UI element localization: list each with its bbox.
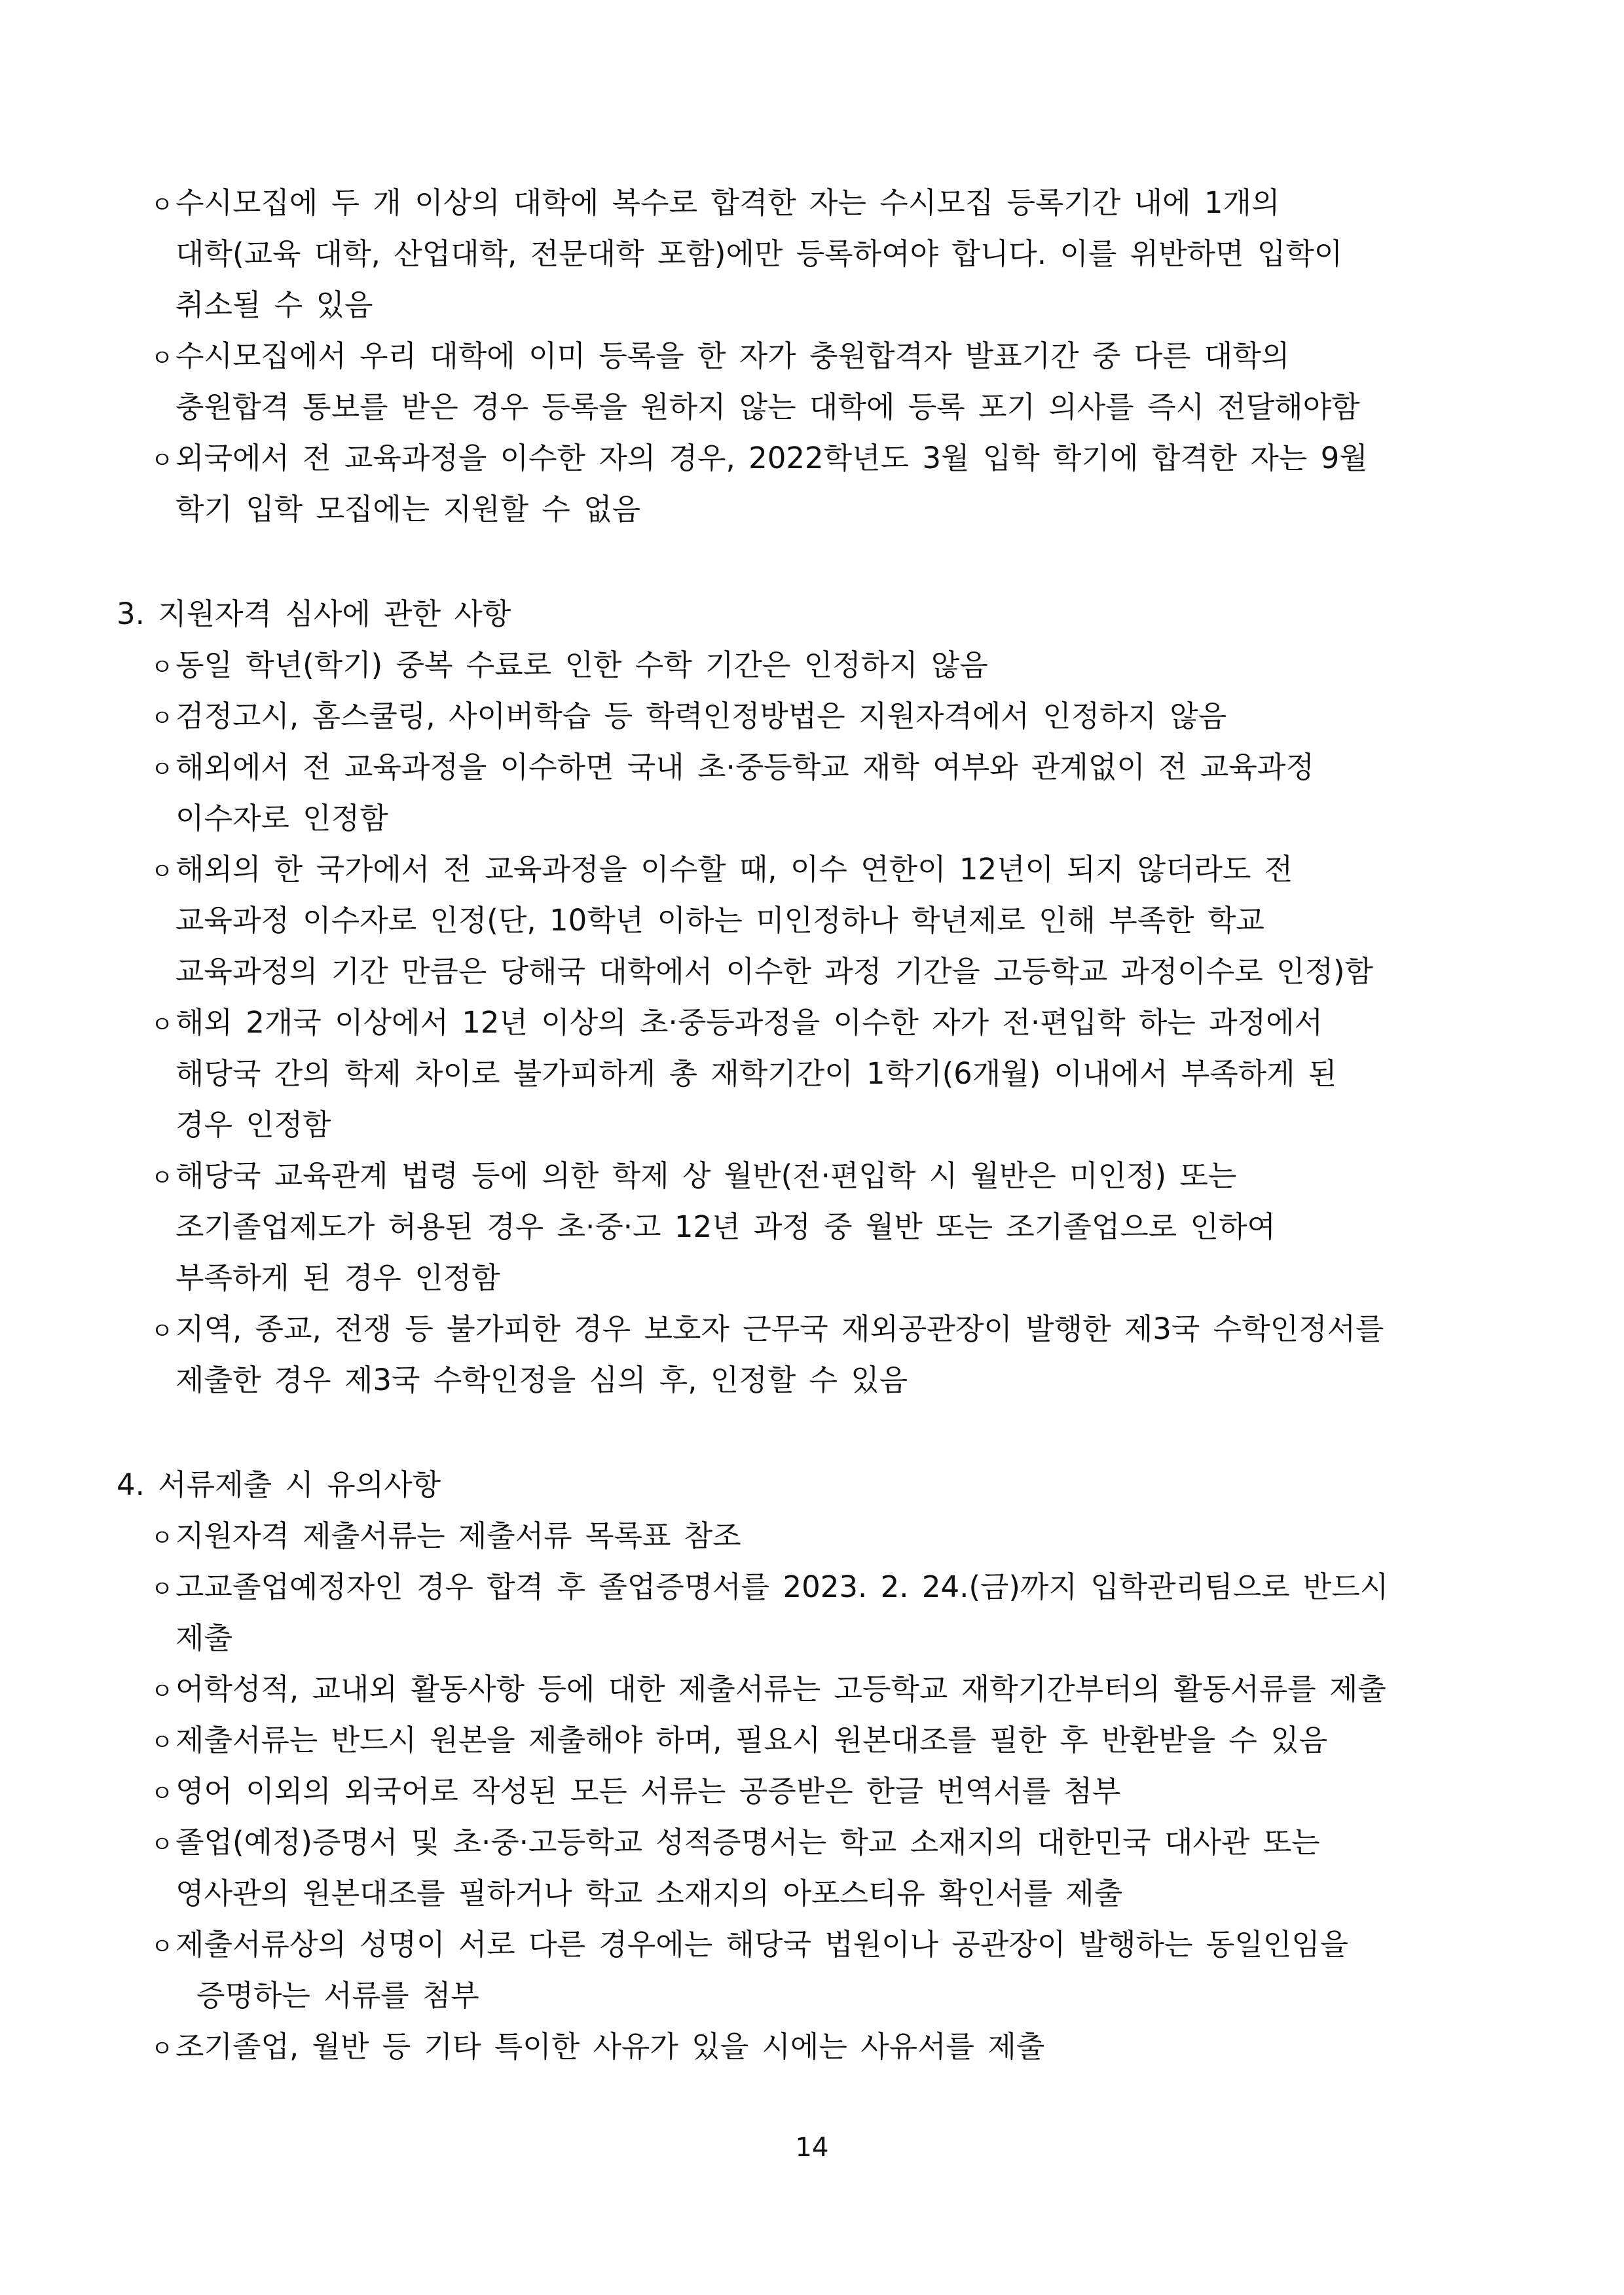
list-item: [151, 1772, 1120, 1814]
list-item-continuation: 충원합격 통보를 받은 경우 등록을 원하지 않는 대학에 등록 포기 의사를 즉시 전달해야함: [175, 390, 1360, 424]
page-number: 14: [795, 2133, 829, 2163]
bullet-icon: ㅇ: [151, 1525, 174, 1552]
list-item-text: 제출서류는 반드시 원본을 제출해야 하며, 필요시 원본대조를 필한 후 반환받을 수 있음: [175, 1723, 1328, 1757]
bullet-icon: ㅇ: [151, 1678, 174, 1705]
list-item: [151, 748, 1314, 790]
list-item: [151, 1823, 1320, 1865]
bullet-icon: ㅇ: [151, 654, 174, 681]
bullet-icon: ㅇ: [151, 345, 174, 372]
list-item-continuation: 부족하게 된 경우 인정함: [175, 1260, 500, 1295]
list-item-text: 조기졸업, 월반 등 기타 특이한 사유가 있을 시에는 사유서를 제출: [175, 2029, 1045, 2064]
list-item-text: 어학성적, 교내외 활동사항 등에 대한 제출서류는 고등학교 재학기간부터의 활동서류를 제출: [175, 1672, 1386, 1706]
list-item-text: 수시모집에 두 개 이상의 대학에 복수로 합격한 자는 수시모집 등록기간 내에 1개의: [175, 185, 1280, 220]
list-item: [151, 183, 1280, 225]
list-item-text: 고교졸업예정자인 경우 합격 후 졸업증명서를 2023. 2. 24.(금)까지 입학관리팀으로 반드시: [175, 1570, 1389, 1604]
list-item-continuation: 영사관의 원본대조를 필하거나 학교 소재지의 아포스티유 확인서를 제출: [175, 1876, 1123, 1911]
list-item-text: 해당국 교육관계 법령 등에 의한 학제 상 월반(전·편입학 시 월반은 미인정) 또는: [175, 1158, 1237, 1193]
list-item-continuation: 취소될 수 있음: [175, 287, 373, 322]
bullet-icon: ㅇ: [151, 1165, 174, 1192]
list-item: [151, 1670, 1386, 1712]
list-item-continuation: 조기졸업제도가 허용된 경우 초·중·고 12년 과정 중 월반 또는 조기졸업으로 인하여: [175, 1209, 1276, 1244]
list-item-text: 영어 이외의 외국어로 작성된 모든 서류는 공증받은 한글 번역서를 첨부: [175, 1774, 1121, 1808]
bullet-icon: ㅇ: [151, 1934, 174, 1960]
list-item-continuation: 경우 인정함: [175, 1107, 331, 1142]
bullet-icon: ㅇ: [151, 1318, 174, 1345]
list-item-text: 해외에서 전 교육과정을 이수하면 국내 초·중등학교 재학 여부와 관계없이 전 교육과정: [175, 750, 1314, 784]
list-item-text: 동일 학년(학기) 중복 수료로 인한 수학 기간은 인정하지 않음: [175, 648, 988, 682]
list-item-continuation: 해당국 간의 학제 차이로 불가피하게 총 재학기간이 1학기(6개월) 이내에서 부족하게 된: [175, 1056, 1337, 1091]
list-item-continuation: 제출한 경우 제3국 수학인정을 심의 후, 인정할 수 있음: [175, 1363, 908, 1397]
list-item: [151, 1003, 1323, 1045]
bullet-icon: ㅇ: [151, 858, 174, 885]
list-item-continuation: 교육과정 이수자로 인정(단, 10학년 이하는 미인정하나 학년제로 인해 부족한 학교: [175, 903, 1264, 938]
bullet-icon: ㅇ: [151, 1729, 174, 1756]
bullet-icon: ㅇ: [151, 705, 174, 732]
list-item-continuation: 증명하는 서류를 첨부: [196, 1978, 479, 2013]
list-item: [151, 1310, 1384, 1351]
list-item-continuation: 학기 입학 모집에는 지원할 수 없음: [175, 492, 641, 526]
list-item-text: 외국에서 전 교육과정을 이수한 자의 경우, 2022학년도 3월 입학 학기에 합격한 자는 9월: [175, 441, 1368, 475]
section-heading: 4. 서류제출 시 유의사항: [117, 1467, 441, 1502]
list-item-text: 수시모집에서 우리 대학에 이미 등록을 한 자가 충원합격자 발표기간 중 다른 대학의: [175, 339, 1290, 373]
list-item: [151, 1925, 1348, 1967]
bullet-icon: ㅇ: [151, 1780, 174, 1807]
list-item-text: 졸업(예정)증명서 및 초·중·고등학교 성적증명서는 학교 소재지의 대한민국 대사관 또는: [175, 1825, 1320, 1860]
section-heading: 3. 지원자격 심사에 관한 사항: [117, 597, 511, 631]
list-item: [151, 337, 1289, 378]
list-item: [151, 1516, 741, 1558]
bullet-icon: ㅇ: [151, 447, 174, 474]
list-item-text: 지역, 종교, 전쟁 등 불가피한 경우 보호자 근무국 재외공관장이 발행한 제3국 수학인정서를: [175, 1312, 1384, 1346]
list-item: [151, 646, 988, 688]
list-item: [151, 439, 1368, 481]
list-item: [151, 2027, 1044, 2069]
list-item: [151, 850, 1293, 892]
list-item-text: 해외의 한 국가에서 전 교육과정을 이수할 때, 이수 연한이 12년이 되지 않더라도 전: [175, 852, 1293, 887]
list-item: [151, 1156, 1236, 1198]
bullet-icon: ㅇ: [151, 1831, 174, 1858]
list-item-continuation: 교육과정의 기간 만큼은 당해국 대학에서 이수한 과정 기간을 고등학교 과정이수로 인정)함: [175, 954, 1373, 989]
bullet-icon: ㅇ: [151, 192, 174, 219]
list-item-text: 검정고시, 홈스쿨링, 사이버학습 등 학력인정방법은 지원자격에서 인정하지 않음: [175, 699, 1227, 733]
list-item-continuation: 대학(교육 대학, 산업대학, 전문대학 포함)에만 등록하여야 합니다. 이를 위반하면 입학이: [175, 236, 1343, 271]
list-item: [151, 1568, 1388, 1609]
bullet-icon: ㅇ: [151, 756, 174, 783]
list-item: [151, 1721, 1327, 1763]
bullet-icon: ㅇ: [151, 1012, 174, 1038]
list-item: [151, 697, 1227, 739]
list-item-text: 제출서류상의 성명이 서로 다른 경우에는 해당국 법원이나 공관장이 발행하는 동일인임을: [175, 1927, 1349, 1962]
list-item-text: 해외 2개국 이상에서 12년 이상의 초·중등과정을 이수한 자가 전·편입학 하는 과정에서: [175, 1005, 1323, 1040]
list-item-continuation: 제출: [175, 1621, 232, 1655]
list-item-text: 지원자격 제출서류는 제출서류 목록표 참조: [175, 1518, 741, 1553]
list-item-continuation: 이수자로 인정함: [175, 801, 388, 835]
bullet-icon: ㅇ: [151, 2036, 174, 2063]
bullet-icon: ㅇ: [151, 1576, 174, 1603]
